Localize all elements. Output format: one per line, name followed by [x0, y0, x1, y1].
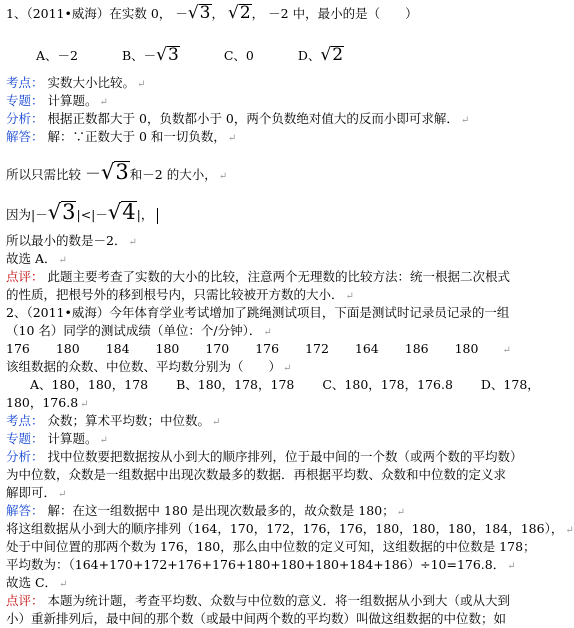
data-value: 186 [404, 341, 429, 356]
q2-jieda-cont3: 平均数为：（164+170+172+176+176+180+180+180+184+186）÷10=176.8． ↵ [6, 557, 516, 572]
q1-options [36, 46, 344, 65]
q1-answer: 故选 A． ↵ [6, 251, 67, 266]
q2-dianping: 点评： 本题为统计题，考查平均数、众数与中位数的意义．将一组数据从小到大（或从大到 [6, 593, 511, 608]
q1-jieda: 解答： 解：∵正数大于 0 和一切负数， ↵ [6, 129, 237, 144]
q1-because: 因为|－√3|<|－√4|， [6, 200, 158, 227]
option-a: A、－2 [36, 48, 78, 63]
data-value: 172 [305, 341, 329, 356]
option-c: C、180，178，176.8 [322, 377, 453, 392]
sqrt3-radical: √3 [187, 3, 211, 23]
q2-data-row: 176 180 184 180 170 176 172 164 186 180 ↵ [6, 341, 511, 356]
data-value: 176 [6, 341, 30, 356]
data-value: 180 [55, 341, 80, 356]
q2-stem: 2、（2011•威海）今年体育学业考试增加了跳绳测试项目，下面是测试时记录员记录的一组 [6, 305, 510, 320]
neg-sign: － [175, 6, 188, 21]
q1-fenxi: 分析： 根据正数都大于 0，负数都小于 0，两个负数绝对值大的反而小即可求解． ↵ [6, 111, 470, 126]
q2-fenxi: 分析： 找中位数要把数据按从小到大的顺序排列，位于最中间的一个数（或两个数的平均数） [6, 449, 523, 464]
q1-dianping-cont: 的性质，把根号外的移到根号内，只需比较被开方数的大小． ↵ [6, 287, 354, 302]
data-value: 180 [454, 341, 479, 356]
q2-jieda-cont2: 处于中间位置的那两个数为 176，180，那么由中位数的定义可知，这组数据的中位数是 178； [6, 539, 536, 554]
option-d: D、√2 [297, 45, 344, 65]
q1-kaodian: 考点： 实数大小比较。 ↵ [6, 75, 146, 90]
q2-fenxi-cont: 为中位数，众数是一组数据中出现次数最多的数据．再根据平均数、众数和中位数的定义求 [6, 467, 507, 482]
text-cursor [157, 208, 158, 224]
data-value: 176 [255, 341, 280, 356]
q2-kaodian: 考点： 众数；算术平均数；中位数。 ↵ [6, 413, 221, 428]
q2-fenxi-cont2: 解即可． ↵ [6, 485, 67, 500]
q2-zhuanti: 专题： 计算题。 ↵ [6, 431, 108, 446]
q1-dianping: 点评： 此题主要考查了实数的大小的比较，注意两个无理数的比较方法：统一根据二次根式 [6, 269, 511, 284]
option-d: D、178， [480, 377, 540, 392]
option-b: B、－√3 [121, 45, 179, 65]
q2-question: 该组数据的众数、中位数、平均数分别为（ ） ↵ [6, 359, 292, 374]
sqrt2-radical: √2 [228, 3, 251, 23]
q2-jieda: 解答： 解：在这一组数据中 180 是出现次数最多的，故众数是 180； ↵ [6, 503, 406, 518]
q1-zhuanti: 专题： 计算题。 ↵ [6, 93, 108, 108]
option-a: A、180，180，178 [30, 377, 149, 392]
data-value: 170 [205, 341, 230, 356]
q1-compare: 所以只需比较 －√3和－2 的大小， ↵ [6, 160, 228, 184]
q2-dianping-cont: 小）重新排列后，最中间的那个数（或最中间两个数的平均数）叫做这组数据的中位数；如 [6, 611, 507, 626]
data-value: 180 [155, 341, 180, 356]
q2-options-cont: 180，176.8 ↵ [6, 395, 89, 410]
data-value: 184 [105, 341, 130, 356]
option-b: B、180，178，178 [176, 377, 295, 392]
option-c: C、0 [223, 48, 254, 63]
q2-jieda-cont: 将这组数据从小到大的顺序排列（164，170，172，176，176，180，180，180，184，186）， ↵ [6, 521, 574, 536]
q2-stem-cont: （10 名）同学的测试成绩（单位：个/分钟）． ↵ [6, 323, 272, 338]
data-value: 164 [354, 341, 379, 356]
q1-stem: 1、（2011•威海）在实数 0， －√3， √2， －2 中，最小的是（ ） [6, 3, 418, 23]
q2-options [30, 376, 540, 394]
q1-so: 所以最小的数是－2． ↵ [6, 233, 137, 248]
q2-answer: 故选 C． ↵ [6, 575, 68, 590]
